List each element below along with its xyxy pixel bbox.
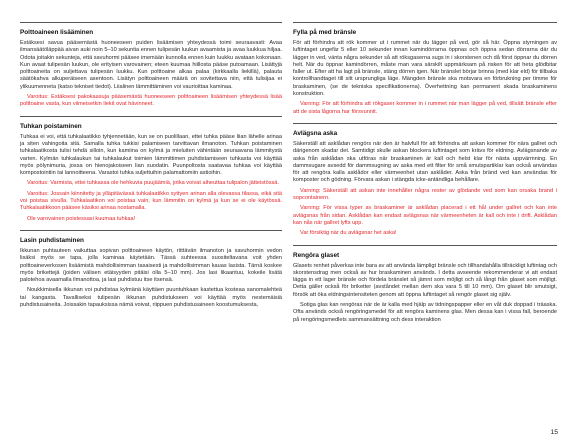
page-number: 15 [550,429,558,436]
section-title: Tuhkan poistaminen [20,122,82,130]
section [293,245,557,324]
body-paragraph: Glasets renhet påverkas inte bara av att använda lämpligt bränsle och tillhandahålla tillräckligt luftintag och skorstensdrag men också av hur braskaminen används. I detta avseende rekommenderar vi att endast lägga in ett lager bränsle och fördela bränslet så jämnt som möjligt och så långt från glaset som möjligt. Detta gäller också för briketter (avståndet mellan dem ska vara 5 till 10 mm). Om glaset blir smutsigt, försök att öka eldningsintensiteten genom att öppna luftintaget så rengör glaset sig själv. [293,262,557,298]
warning-text: Varoitus: Estäksesi pakokaasuja pääsemästä huoneeseen polttoaineen lisäämisen yhteydessä lisää polttoaine vasta, kun viimeisetkin liekit ovat hävinneet. [20,94,282,108]
section-title: Lasin puhdistaminen [20,236,84,244]
section-divider [293,245,557,246]
section-divider [20,22,282,23]
left-column-finnish [20,22,282,316]
body-paragraph: För att förhindra att rök kommer ut i rummet när du lägger på ved, gör så här. Öppna styrningen av luftintaget ungefär 5 eller 10 sekunder innan kamindörrarna öppnas och öppna sedan dörrarna där du lägger in ved, vänta några sekunder så att röksgaserna sugs in i skorstenen och då först öppnar du dörren helt. När du öppnar kamindörren, måste man vara särskilt uppmärksam på risken för att heta glödbitar faller ut. Efter att ha lagt på bränsle, stäng dörren igen. När bränslet börjar brinna (med klar eld) för tillbaka kontrollhandtaget till sitt ursprungliga läge. Mängden bränsle ska motsvara en förbrukning per timme för braskaminen, (se de tekniska specifikationerna). Överhettning kan permanent skada braskaminens konstruktion. [293,40,557,98]
section [293,123,557,238]
section-divider [20,230,282,231]
right-column-swedish [293,22,557,331]
section-title: Avlägsna aska [293,129,338,137]
warning-text: Ole varovainen poistessasi kuumaa tuhkaa! [27,215,136,222]
body-paragraph: Estäksesi savua pääsemästä huoneeseen puiden lisäämisen yhteydessä toimi seuraavasti: Avaa ilmansäätöläppää aivan auki noin 5–10 sekuntia ennen tulipesän luukun avaamista ja avaa luukkua hiljaa. Odota joitakin sekunteja, että savuhormi pääsee imemään kunnolla ennen kuin luukku avataan kokonaan. Kun avaat tulipesän luukun, ole erityisen varovainen; eteen kuumaa hiillosta pääse putoamaan. Lisättyjä polttoaineita on suljettava tulipesän luukku. Kun polttoaine alkaa palaa (kirkkaalla liekillä), palauta säätökahva alkuperäiseen asentoon. Lisätyn polttoaineen määrä on sovitettava niin, että tulisijaa ei ylikuumenneta (katso tekniset tiedot). Liialinen lämmittäminen voi vaurioittaa kaminaa. [20,40,282,90]
section [20,22,282,109]
warning-text: Varning: För vissa typer av braskaminer är asklådan placerad i ett hål under gallret och kan inte avlägsnas från sidan. Asklådan kan endast avlägsnas när värmeenheten är kall och inte i drift. Asklådan kan nås när gallret lyfts upp. [293,205,557,226]
warning-text: Varning: För att förhindra att rökgaser kommer in i rummet när man lägger på ved, tillsätt bränsle efter att de sista lågorna har försvunnit. [293,101,557,115]
section [20,116,282,223]
warning-text: Varoitus: Varmista, ettei tuhkassa ole hehkuvia puujäämiä, jotka voivat aiheuttaa tulipalon jätteistössä. [27,180,279,187]
section-title: Fylla på med bränsle [293,29,357,36]
section-divider [293,123,557,124]
section-divider [20,116,282,117]
section-divider [293,22,557,23]
body-paragraph: Säkerställ att asklådan rengörs när den är halvfull för att förhindra att askan kommer för nära gallret och därigenom skadar det. Samtidigt skulle askan blockera luftintaget som krävs för eldning. Avlägsnande av aska från asklådan ska utföras när braskaminen är kall och helst klar för nästa uppvärmning. En dammsugare avsedd för dammsugning av aska med ett filter för små smutspartiklar kan också användas för att rengöra kalla asklådor eller värmeenhet utan asklåder. Aska från bränd ved kan användas för komposter och gödning. Förvara askan i stängda icke-antändliga behållare. [293,140,557,184]
body-paragraph: Noukkimisella ikkunan voi puhdistaa kylmänä käyttäen puuntuhkaan kastettua kosteaa sanomalehteä tai kangasta. Tavalliseksi tulipesän ikkunan puhdistukseen voi käyttää myös nestemäisiä puhdistusaineita. Joissakin tapauksissa nämä voivat, riippuen puhdistusaineen koostumuksesta, [20,287,282,309]
warning-text: Var försiktig när du avlägsnar het aska! [300,230,397,237]
body-paragraph: Sotiga glas kan rengöras när de är kalla med hjälp av tidningspapper eller en våt duk doppad i träaska. Ofta används också rengöringsmedel för att rengöra kaminens glas. Men dessa kan i vissa fall, beroende på rengöringsmedlets sammansättning och dess interaktion [293,302,557,323]
section-title: Rengöra glaset [293,251,340,259]
warning-text: Varning: Säkerställ att askan inte innehåller några rester av glödande ved som kan orsaka brand i sopcontainern. [293,187,557,202]
body-paragraph: Tuhkaa ei voi, että tuhkalaatikko tyhjennetään, kun se on puolillaan, ettei tuhka pääse liian lähelle arinaa ja siten vahingoita sitä. Samalla tuhka tukkisi palamiseen tarvittavan ilmanoton. Tuhkan poistaminen tuhkalaatikosta tulisi tehdä silloin, kun kamiina on kylmä ja mieluiten vähintään seuraavana lämmitystä varten. Kylmän tuhkalaukun tai tuhkalaukut toimien lämmittimen puhdistamiseen tuhkasta voi käyttää myös pölynimuria, jossa on hienojakoiseen lian suodatin. Puunpoltosta saatavaa tuhkaa voi käyttää kompostointiin tai lannoitteena. Varastoi tuhka suljettuihin palamattomiin astioihin. [20,133,282,177]
warning-text: Varoitus: Jossain kiinnitetty ja ylläpitävässä tuhkalaatikko syttyen arinan alla olevassa tilassa, eikä sitä voi poistaa sivulla. Tuhkalaatikon voi poistaa vain, kun lämmitin on kylmä ja kun se ei ole käytössä. Tuhkalaatikkoon pääsee käsiksi arinaa nostamalla. [20,190,282,212]
body-paragraph: Ikkunan puhtauteen vaikuttaa sopivan polttoaineen käytön, riittävän ilmanoton ja savuhormin vedon lisäksi myös se tapa, jolla kaminaa käytetään. Tässä suhteessa suositeltavana voit yhden polttoaineverkosen lisäämistä mahdollisimman tasaisesti ja mahdollisimman kauas lasista. Tärnä koskee myös brikettejä (joiden välisen etäisyyden pitäisi olla 5–10 mm). Jos lasi likaantuu, kokeile lisätä palotehoa avaamalla ilmanottoa, ja lasi puhdistuu itse itsensä. [20,247,282,284]
section-title: Polttoaineen lisääminen [20,29,94,36]
section [20,230,282,309]
section [293,22,557,116]
